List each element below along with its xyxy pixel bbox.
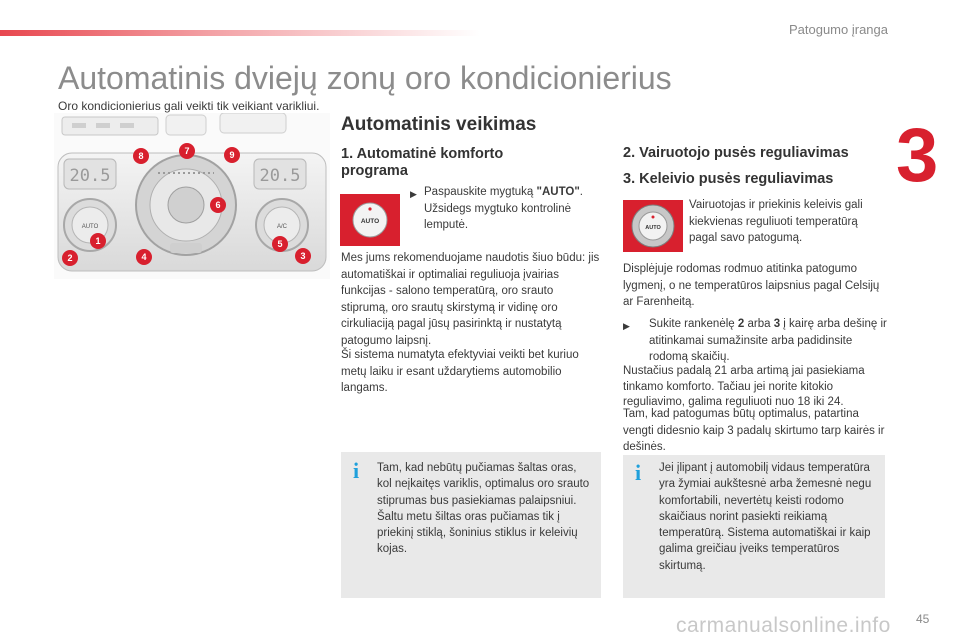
callout-1: 1 (95, 236, 101, 246)
auto-button-image (340, 194, 400, 246)
bullet-triangle-icon: ▶ (410, 189, 417, 199)
callout-4: 4 (141, 252, 147, 262)
zone-bullet-k1: 2 (737, 318, 745, 330)
zone-text-4: Tam, kad patogumas būtų optimalus, patartina vengti didesnio kaip 3 padalų skirtumo tarp kairės ir dešinės. (623, 408, 885, 453)
page-title: Automatinis dviejų zonų oro kondicionierius (58, 60, 672, 96)
info-box-right (623, 455, 885, 598)
subheading-driver-side: 2. Vairuotojo pusės reguliavimas (623, 145, 849, 161)
callout-3: 3 (300, 251, 306, 261)
knob-label: AUTO (645, 225, 661, 231)
zone-text-1: Vairuotojas ir priekinis keleivis gali kiekvienas reguliuoti temperatūrą pagal savo patogumą. (689, 199, 863, 244)
callout-7: 7 (184, 146, 190, 156)
auto-bullet-key: "AUTO" (536, 186, 580, 198)
page-number: 45 (916, 612, 930, 626)
info-text-right: Jei įlipant į automobilį vidaus temperatūra yra žymiai aukštesnė arba žemesnė negu komfortabili, nevertėtų keisti rodomo skaičiaus norint pasiekti reikiamą temperatūrą. Sistema automatiškai ir kaip galima greičiau įveiks temperatūros skirtumą. (659, 462, 872, 572)
bullet-triangle-icon: ▶ (623, 321, 630, 331)
watermark: carmanualsonline.info (676, 614, 891, 637)
header-accent-bar (0, 30, 480, 36)
subheading-passenger-side: 3. Keleivio pusės reguliavimas (623, 171, 834, 187)
zone-text-3: Nustačius padalą 21 arba artimą jai pasiekiama tinkamo komforto. Tačiau jei norite kitokio reguliavimo, galima reguliuoti nuo 18 iki 24. (623, 365, 865, 408)
callout-6: 6 (215, 200, 221, 210)
info-icon: i (353, 458, 360, 483)
section-heading-auto: Automatinis veikimas (341, 114, 537, 135)
auto-bullet-post: . Užsidegs mygtuko kontrolinė lemputė. (424, 186, 583, 231)
intro-text: Oro kondicionierius gali veikti tik veikiant varikliui. (58, 99, 320, 113)
zone-bullet-pre: Sukite rankenėlę (649, 318, 738, 330)
right-knob-label: A/C (276, 224, 288, 230)
zone-bullet (623, 316, 887, 366)
zone-bullet-post: į kairę arba dešinę ir atitinkamai sumažinsite arba padidinsite rodomą skaičių. (649, 318, 887, 363)
auto-button-label: AUTO (360, 218, 380, 225)
temperature-knob-image (623, 200, 683, 252)
zone-bullet-mid: arba (744, 318, 774, 330)
callout-2: 2 (67, 253, 73, 263)
info-text-left: Tam, kad nebūtų pučiamas šaltas oras, kol neįkaitęs variklis, optimalus oro srauto stiprumas bus pasiekiamas palaipsniui. Šaltu metu šiltas oras pučiamas tik į priekinį stiklą, šoninius stiklus ir keleivių kojas. (377, 462, 590, 556)
chapter-number: 3 (896, 113, 939, 198)
info-box-left (341, 452, 601, 598)
auto-bullet (410, 184, 600, 234)
zone-bullet-k2: 3 (773, 318, 781, 330)
left-knob-label: AUTO (81, 224, 99, 230)
auto-paragraph-2: Ši sistema numatyta efektyviai veikti bet kuriuo metų laiku ir esant uždarytiems automobilio langams. (341, 349, 579, 394)
subheading-auto-program: 1. Automatinė komforto programa (341, 146, 504, 179)
climate-panel-photo (54, 113, 330, 279)
auto-bullet-pre: Paspauskite mygtuką (424, 186, 537, 198)
info-icon: i (635, 460, 642, 485)
callout-9: 9 (229, 150, 235, 160)
zone-text-2: Displėjuje rodomas rodmuo atitinka patogumo lygmenį, o ne temperatūros laipsnius pagal Celsijų ar Farenheitą. (623, 263, 880, 308)
section-name: Patogumo įranga (788, 22, 888, 37)
left-temp-display: 20.5 (69, 166, 111, 186)
auto-paragraph-1: Mes jums rekomenduojame naudotis šiuo būdu: jis automatiškai ir optimaliai reguliuoja įvairias funkcijas - salono temperatūrą, oro srauto stiprumą, oro srautų skirstymą ir vidinę oro cirkuliaciją pagal jūsų pasirinktą ir nustatytą patogumo laipsnį. (341, 252, 600, 347)
right-temp-display: 20.5 (259, 166, 301, 186)
callout-5: 5 (277, 239, 283, 249)
callout-8: 8 (138, 151, 144, 161)
